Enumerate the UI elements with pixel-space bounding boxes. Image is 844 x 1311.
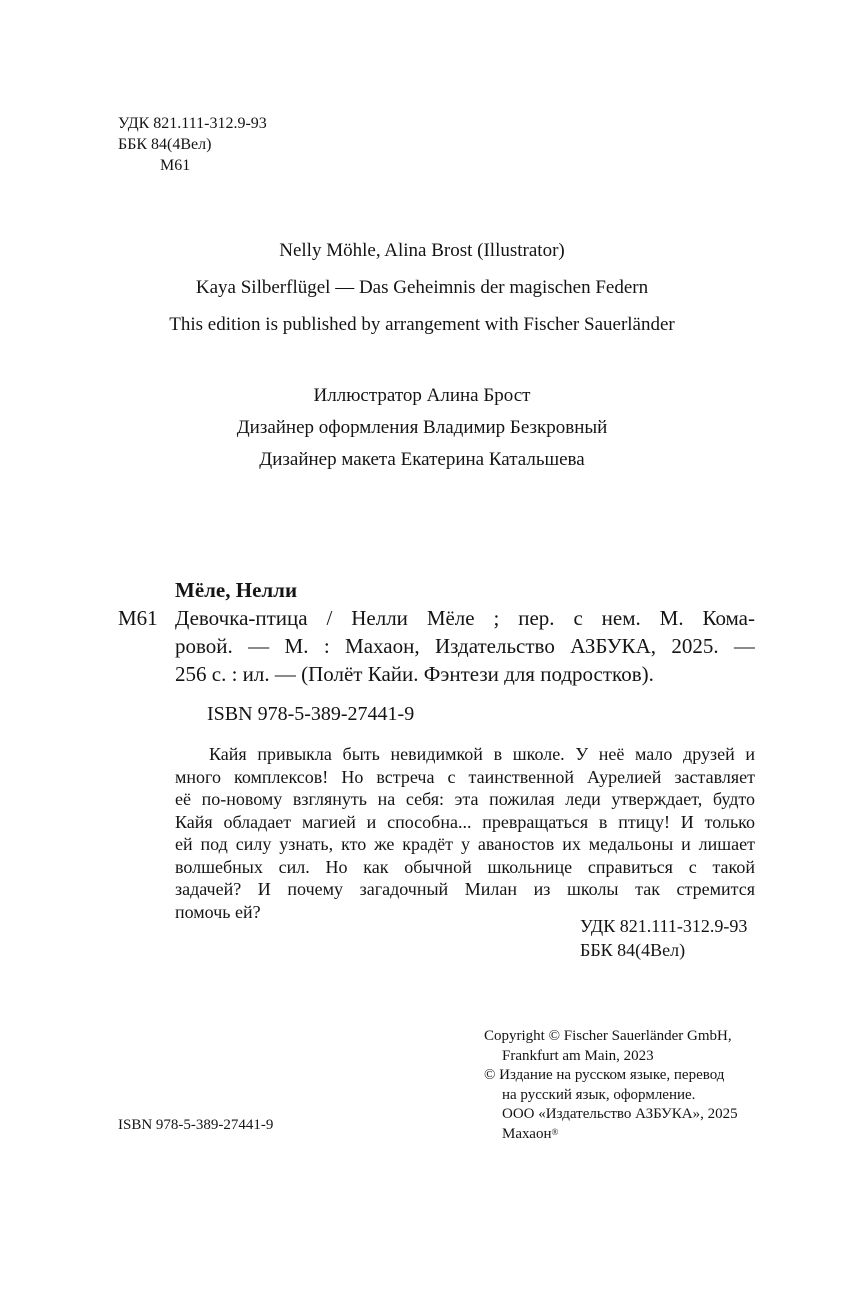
annotation-line: Кайя обладает магией и способна... превращаться в птицу! И только (175, 811, 755, 832)
annotation (175, 743, 755, 923)
copyright-line (484, 1125, 738, 1145)
original-credits (0, 232, 844, 343)
bib-line: 256 с. : ил. — (Полёт Кайи. Фэнтези для подростков). (175, 662, 654, 686)
udk-code: УДК 821.111-312.9-93 (118, 115, 267, 132)
annotation-line: задачей? И почему загадочный Милан из школы так стремится (175, 879, 755, 899)
annotation-line: Кайя привыкла быть невидимкой в школе. У неё мало друзей и (209, 744, 755, 764)
registered-trademark-icon: ® (551, 1126, 559, 1137)
layout-designer-line: Дизайнер макета Екатерина Катальшева (259, 449, 585, 470)
annotation-line: её по-новому взглянуть на себя: эта пожилая леди утверждает, будто (175, 789, 755, 809)
udk-code-bottom: УДК 821.111-312.9-93 (580, 916, 748, 936)
copyright-line: ООО «Издательство АЗБУКА», 2025 (502, 1106, 738, 1122)
illustrator-line: Иллюстратор Алина Брост (313, 385, 531, 406)
annotation-line: помочь ей? (175, 901, 261, 922)
bbk-code: ББК 84(4Вел) (118, 136, 212, 153)
bib-line: Девочка-птица / Нелли Мёле ; пер. с нем. М. Кома- (175, 606, 755, 630)
copyright-line: Frankfurt am Main, 2023 (502, 1047, 654, 1064)
classification-block-bottom (580, 914, 747, 962)
russian-credits (0, 380, 844, 476)
author-heading: Мёле, Нелли (175, 578, 298, 602)
copyright-line: Copyright © Fischer Sauerländer GmbH, (484, 1028, 732, 1044)
isbn-bottom: ISBN 978-5-389-27441-9 (118, 1117, 274, 1133)
bbk-code-bottom: ББК 84(4Вел) (580, 940, 686, 960)
author-mark: М61 (160, 157, 191, 174)
arrangement-line: This edition is published by arrangement with Fischer Sauerländer (169, 314, 675, 335)
copyright-line: на русский язык, оформление. (502, 1086, 696, 1103)
original-title-line: Kaya Silberflügel — Das Geheimnis der magischen Federn (195, 277, 649, 298)
annotation-line: волшебных сил. Но как обычной школьнице справиться с такой (175, 856, 755, 877)
annotation-line: много комплексов! Но встреча с таинственной Аурелией заставляет (175, 766, 755, 787)
isbn-main: ISBN 978-5-389-27441-9 (207, 703, 415, 725)
annotation-line: ей под силу узнать, кто же крадёт у аваностов их медальоны и лишает (175, 834, 755, 854)
original-author-line: Nelly Möhle, Alina Brost (Illustrator) (279, 240, 565, 261)
copyright-block (484, 1027, 738, 1144)
bib-line: ровой. — М. : Махаон, Издательство АЗБУКА, 2025. — (175, 634, 755, 658)
bibliographic-description (175, 604, 755, 688)
publisher-name: Махаон (502, 1125, 552, 1142)
cover-designer-line: Дизайнер оформления Владимир Безкровный (236, 417, 608, 438)
copyright-line: © Издание на русском языке, перевод (484, 1067, 725, 1083)
catalog-code: М61 (118, 606, 158, 630)
classification-block-top (118, 113, 267, 176)
